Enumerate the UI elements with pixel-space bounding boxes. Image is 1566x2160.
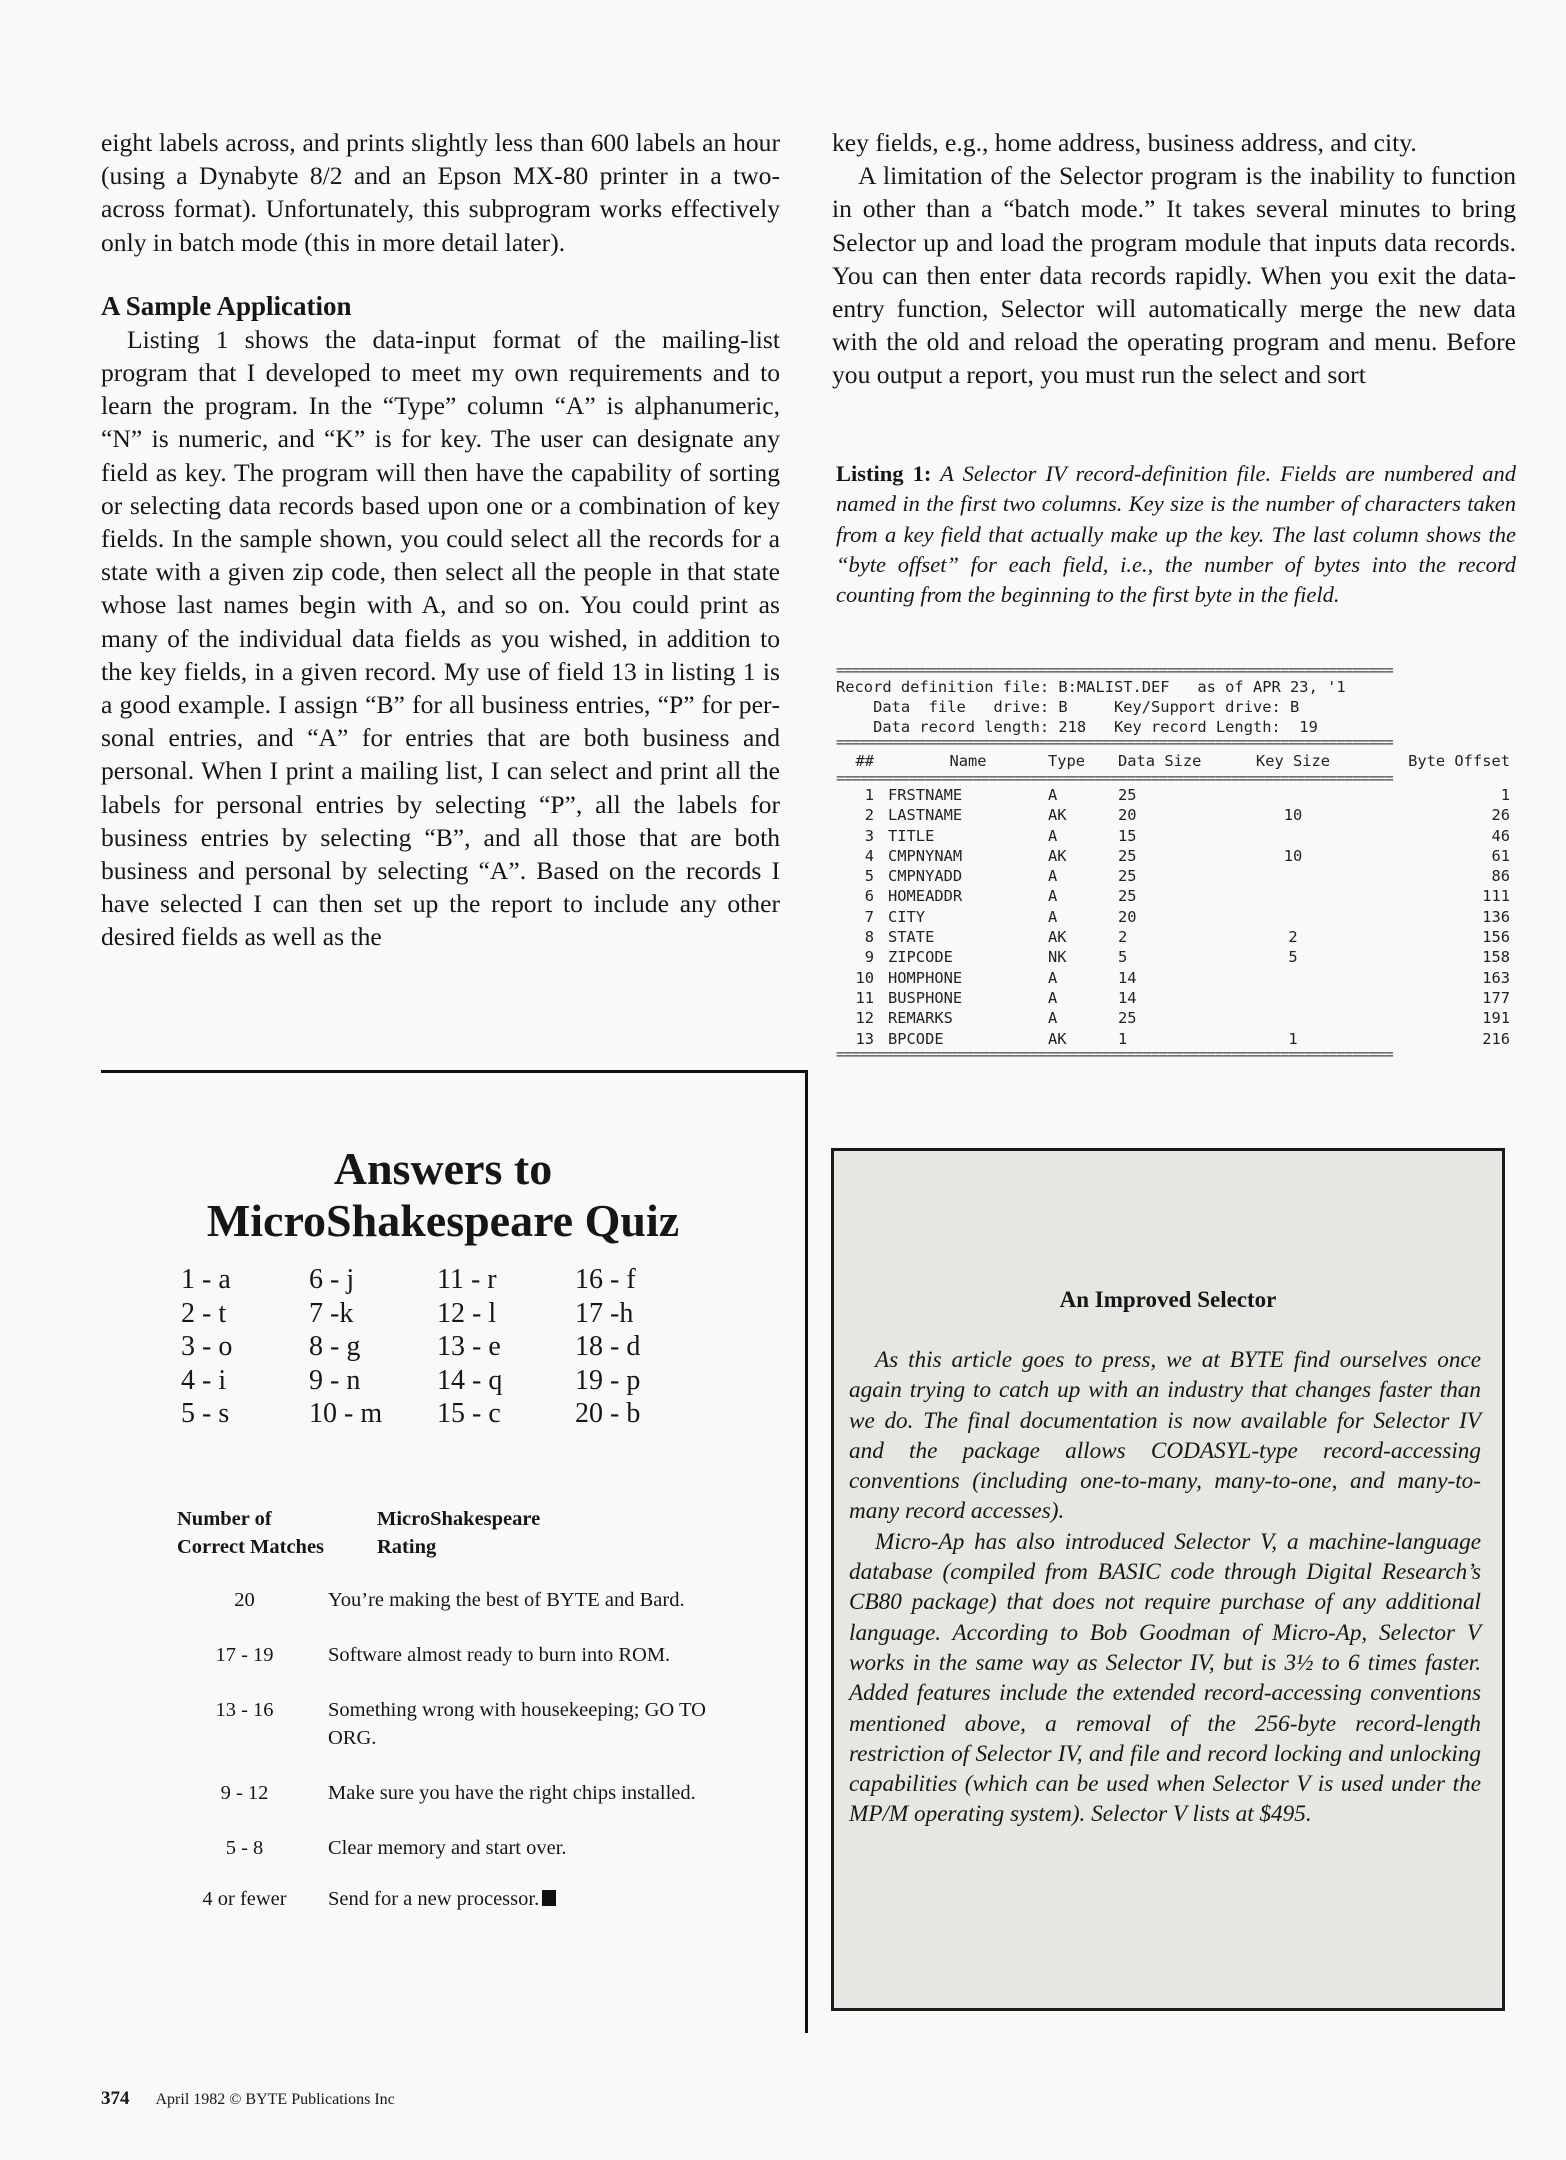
field-byte-offset: 26: [1491, 806, 1510, 825]
table-row: [836, 866, 1510, 886]
rating-row: [161, 1642, 781, 1670]
rating-table: [161, 1587, 781, 1941]
field-data-size: 14: [1118, 988, 1137, 1007]
field-name: BPCODE: [888, 1029, 944, 1048]
rating-row: [161, 1780, 781, 1808]
field-number: 3: [864, 826, 874, 845]
field-type: NK: [1048, 948, 1067, 967]
field-name: ZIPCODE: [888, 948, 953, 967]
quiz-title-line-1: Answers to: [333, 1143, 553, 1194]
rating-text-wrap: [328, 1886, 728, 1914]
field-type: AK: [1048, 1029, 1067, 1048]
field-byte-offset: 61: [1491, 846, 1510, 865]
field-number: 4: [864, 846, 874, 865]
article-right-column: [832, 126, 1516, 392]
table-row: [836, 785, 1510, 805]
field-type: A: [1048, 988, 1058, 1007]
field-key-size: 10: [1283, 806, 1303, 825]
page-footer: [101, 2088, 395, 2110]
col-header-type: Type: [1048, 752, 1086, 770]
improved-selector-sidebar: [831, 1148, 1505, 2011]
field-key-size: [1238, 988, 1348, 1008]
article-left-column: [101, 126, 780, 954]
end-of-article-square-icon: [542, 1890, 556, 1906]
rating-text: Clear memory and start over.: [328, 1836, 567, 1859]
col-header-key-size: Key Size: [1255, 752, 1331, 770]
rating-row: [161, 1835, 781, 1863]
field-key-size: 5: [1288, 948, 1298, 967]
field-number: 13: [855, 1029, 874, 1048]
quiz-answers-box: [101, 1070, 808, 2033]
field-byte-offset: 111: [1482, 887, 1510, 906]
answer-item: 9 - n: [309, 1364, 361, 1396]
sidebar-paragraph: Micro-Ap has also introduced Selector V, a machine-language database (compiled from BASIC code through Digital Research’s CB80 package) that does not require purchase of any additional language. According to Bob Goodman of Micro-Ap, Selector V works in the same way as Selector IV, but is 3½ to 6 times faster. Added features include the extended record-accessing conventions mentioned above, a removal of the 256-byte record-length restriction of Selector IV, and file and record locking and unlocking capabilities (which can be used when Selector V is used under the MP/M operating system). Selector V lists at $495.: [849, 1528, 1481, 1828]
field-name: TITLE: [888, 826, 935, 845]
limitation-paragraph: A limitation of the Selector program is the inability to function in other than a “batch mode.” It takes several minutes to bring Selector up and load the program module that inputs data records. You can then enter data records rapidly. When you exit the data-entry function, Selector will automatically merge the new data with the old and reload the operating program and menu. Before you output a report, you must run the select and sort: [832, 161, 1516, 390]
answer-item: 13 - e: [437, 1331, 501, 1362]
rating-header-rating: [377, 1505, 540, 1561]
field-data-size: 25: [1118, 846, 1137, 865]
table-row: [836, 886, 1510, 906]
field-number: 2: [864, 806, 874, 825]
field-data-size: 20: [1118, 907, 1137, 926]
field-byte-offset: 156: [1482, 928, 1510, 947]
field-type: A: [1048, 826, 1058, 845]
rating-range: 17 - 19: [215, 1644, 274, 1666]
answer-item: 4 - i: [181, 1364, 227, 1396]
footer-credit: April 1982 © BYTE Publications Inc: [155, 2091, 395, 2108]
rating-text: Software almost ready to burn into ROM.: [328, 1644, 671, 1666]
table-row: [836, 927, 1510, 947]
answer-item: 17 -h: [575, 1297, 634, 1329]
rating-row: [161, 1587, 781, 1615]
answer-item: 1 - a: [181, 1264, 231, 1295]
field-data-size: 2: [1118, 928, 1128, 947]
field-byte-offset: 46: [1491, 826, 1510, 845]
header-text: Correct Matches: [177, 1536, 325, 1558]
rating-text: Send for a new processor.: [328, 1888, 540, 1910]
field-byte-offset: 136: [1482, 907, 1510, 926]
divider-rule: =====================================================================: [836, 665, 1393, 677]
page-number: 374: [101, 2088, 130, 2109]
field-name: REMARKS: [888, 1009, 953, 1028]
field-name: HOMPHONE: [888, 968, 963, 987]
field-data-size: 20: [1118, 806, 1137, 825]
field-type: A: [1048, 968, 1058, 987]
col-header-number: ##: [855, 752, 874, 770]
field-byte-offset: 177: [1482, 988, 1510, 1007]
field-number: 12: [855, 1009, 874, 1028]
field-type: A: [1048, 786, 1058, 804]
table-row: [836, 968, 1510, 988]
table-row: [836, 1029, 1510, 1049]
field-data-size: 25: [1118, 1009, 1137, 1028]
table-row: [836, 1008, 1510, 1028]
rating-range: 20: [234, 1589, 255, 1611]
field-data-size: 1: [1118, 1029, 1128, 1048]
rating-table-header: [177, 1505, 540, 1561]
listing-caption: [836, 459, 1516, 610]
answer-item: 12 - l: [437, 1297, 497, 1329]
answer-item: 7 -k: [309, 1297, 354, 1329]
section-paragraph: Listing 1 shows the data-input format of the mailing-list program that I developed to meet my own requirements and to learn the program. In the “Type” column “A” is alphanumeric, “N” is numeric, and “K” is for key. The user can designate any field as key. The program will then have the capability of sorting or selecting data records based upon one or a combination of key fields. In the sample shown, you could select all the records for a state with a given zip code, then select all the people in that state whose last names begin with A, and so on. You could print as many of the individual data fields as you wished, in addition to the key fields, in a given record. My use of field 13 in listing 1 is a good example. I assign “B” for all business entries, “P” for personal entries, and “A” for entries that are both business and personal. When I print a mailing list, I can select and print all the labels for personal entries by selecting “P”, all the labels for business entries by selecting “B”, and all those that are both business and personal by selecting “A”. Based on the records I have selected I can then set up the report to include any other desired fields as well as the: [101, 324, 780, 952]
table-row: [836, 907, 1510, 927]
field-number: 1: [864, 786, 874, 804]
rating-range: 9 - 12: [220, 1781, 269, 1804]
field-data-size: 25: [1118, 867, 1137, 886]
field-number: 6: [864, 887, 874, 906]
listing-header-file: Record definition file: B:MALIST.DEF as of APR 23, '1: [836, 678, 1346, 696]
answer-item: 14 - q: [437, 1364, 503, 1396]
sidebar-body: [849, 1345, 1481, 1830]
header-text: Rating: [377, 1536, 437, 1558]
field-key-size: [1238, 826, 1348, 846]
answer-item: 3 - o: [181, 1331, 233, 1362]
field-name: STATE: [888, 928, 935, 947]
field-byte-offset: 1: [1500, 786, 1510, 804]
answer-grid: [181, 1263, 695, 1431]
field-key-size: [1238, 785, 1348, 805]
field-byte-offset: 216: [1482, 1029, 1510, 1048]
rating-range: 4 or fewer: [202, 1888, 287, 1910]
answer-item: 10 - m: [309, 1398, 383, 1429]
field-number: 8: [864, 928, 874, 947]
field-table: [836, 749, 1510, 1049]
answer-item: 11 - r: [437, 1264, 497, 1295]
col-header-data-size: Data Size: [1118, 752, 1202, 770]
field-key-size: 1: [1288, 1029, 1298, 1048]
field-number: 9: [864, 948, 874, 967]
table-row: [836, 988, 1510, 1008]
rating-row: [161, 1886, 781, 1914]
rating-header-matches: [177, 1505, 377, 1561]
table-row: [836, 947, 1510, 967]
field-name: BUSPHONE: [888, 988, 963, 1007]
field-number: 10: [855, 968, 874, 987]
field-data-size: 15: [1118, 826, 1137, 845]
sidebar-paragraph: As this article goes to press, we at BYTE find ourselves once again trying to catch up with an industry that changes faster than we do. The final documentation is now available for Selector IV and the package allows CODASYL-type record-accessing conventions (including one-to-many, many-to-one, and many-to-many record accesses).: [849, 1347, 1481, 1525]
answer-item: 5 - s: [181, 1398, 230, 1429]
field-number: 5: [864, 867, 874, 886]
field-data-size: 25: [1118, 887, 1137, 906]
field-type: AK: [1048, 806, 1067, 825]
header-text: Number of: [177, 1508, 272, 1530]
field-number: 11: [855, 988, 874, 1007]
col-header-name: Name: [949, 752, 987, 770]
field-data-size: 5: [1118, 948, 1128, 967]
field-byte-offset: 86: [1491, 867, 1510, 886]
listing-1-record-definition: [836, 665, 1510, 1061]
field-key-size: 10: [1283, 846, 1303, 865]
sidebar-title: An Improved Selector: [1059, 1287, 1277, 1312]
table-row: [836, 826, 1510, 846]
table-row: [836, 846, 1510, 866]
field-name: CMPNYADD: [888, 867, 963, 886]
field-number: 7: [864, 907, 874, 926]
rating-row: [161, 1697, 781, 1752]
answer-item: 19 - p: [575, 1364, 641, 1396]
field-type: A: [1048, 907, 1058, 926]
listing-header-drives: Data file drive: B Key/Support drive: B: [836, 698, 1300, 716]
field-data-size: 14: [1118, 968, 1137, 987]
rating-range: 5 - 8: [225, 1836, 264, 1859]
listing-caption-text: A Selector IV record-definition file. Fields are numbered and named in the first two columns. Key size is the number of characters taken from a key field that actually make up the key. The last column shows the “byte offset” for each field, i.e., the number of bytes into the record counting from the beginning to the first byte in the field.: [836, 461, 1517, 608]
rating-range: 13 - 16: [215, 1699, 274, 1721]
quiz-title-line-2: MicroShakespeare Quiz: [206, 1195, 680, 1246]
rating-text: Something wrong with housekeeping; GO TO ORG.: [328, 1699, 706, 1749]
answer-item: 6 - j: [309, 1264, 355, 1295]
field-key-size: [1238, 1008, 1348, 1028]
field-key-size: [1238, 886, 1348, 906]
listing-caption-label: Listing 1:: [836, 461, 932, 486]
divider-rule: =====================================================================: [836, 1048, 1393, 1061]
answer-item: 15 - c: [437, 1398, 501, 1429]
field-name: HOMEADDR: [888, 887, 963, 906]
rating-text: Make sure you have the right chips installed.: [328, 1781, 696, 1804]
table-header-row: [836, 749, 1510, 773]
field-byte-offset: 191: [1482, 1009, 1510, 1028]
field-data-size: 25: [1118, 786, 1137, 804]
quiz-title: [101, 1143, 805, 1247]
section-heading: A Sample Application: [101, 290, 352, 321]
field-key-size: [1238, 866, 1348, 886]
continuation-line: key fields, e.g., home address, business address, and city.: [832, 128, 1417, 157]
col-header-byte-offset: Byte Offset: [1408, 752, 1510, 770]
field-name: CITY: [888, 907, 926, 926]
field-key-size: [1238, 968, 1348, 988]
divider-rule: =====================================================================: [836, 773, 1393, 785]
answer-item: 8 - g: [309, 1331, 361, 1362]
field-type: A: [1048, 887, 1058, 906]
header-text: MicroShakespeare: [377, 1508, 541, 1530]
answer-item: 18 - d: [575, 1331, 641, 1362]
field-byte-offset: 163: [1482, 968, 1510, 987]
answer-item: 2 - t: [181, 1297, 227, 1329]
field-key-size: 2: [1288, 928, 1298, 947]
field-key-size: [1238, 907, 1348, 927]
table-row: [836, 805, 1510, 825]
field-name: FRSTNAME: [888, 786, 963, 804]
answer-item: 16 - f: [575, 1264, 636, 1295]
field-name: CMPNYNAM: [888, 846, 963, 865]
rating-text: You’re making the best of BYTE and Bard.: [328, 1589, 685, 1611]
field-type: A: [1048, 867, 1058, 886]
field-name: LASTNAME: [888, 806, 963, 825]
listing-header-lengths: Data record length: 218 Key record Length: 19: [836, 718, 1318, 736]
field-type: AK: [1048, 928, 1067, 947]
field-type: AK: [1048, 846, 1067, 865]
answer-item: 20 - b: [575, 1398, 641, 1429]
field-type: A: [1048, 1009, 1058, 1028]
divider-rule: =====================================================================: [836, 737, 1393, 749]
field-byte-offset: 158: [1482, 948, 1510, 967]
intro-paragraph: eight labels across, and prints slightly less than 600 labels an hour (using a Dynabyte 8/2 and an Epson MX-80 printer in a two-across format). Unfortunately, this subprogram works effectively only in batch mode (this in more detail later).: [101, 128, 780, 257]
